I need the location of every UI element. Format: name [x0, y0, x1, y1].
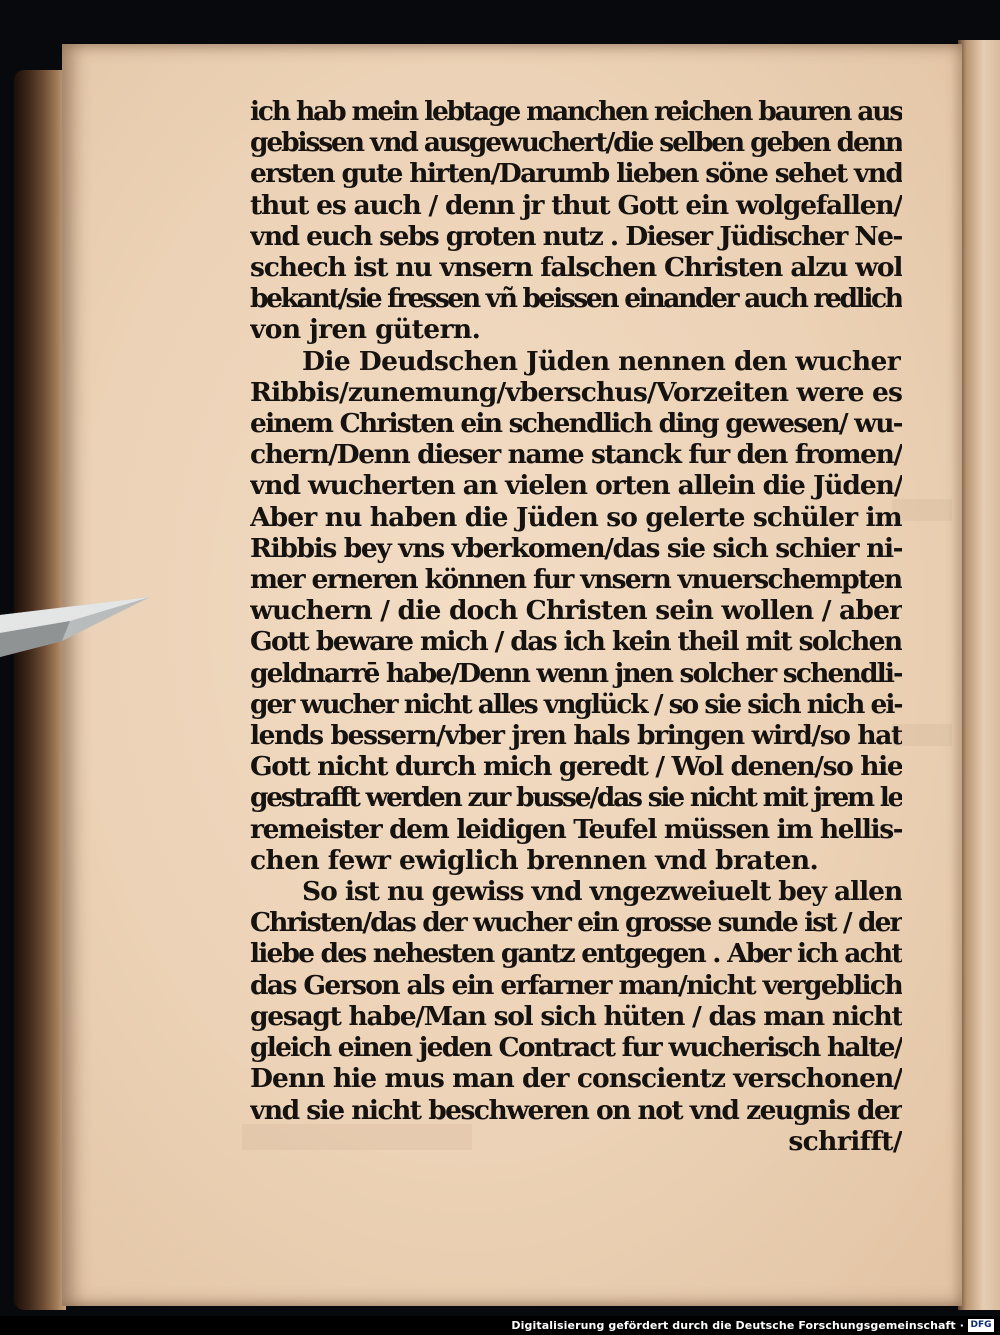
text-line: geldnarrē habe/Denn wenn jnen solcher schendli- [250, 657, 902, 689]
text-line: wuchern / die doch Christen sein wollen / aber [250, 595, 902, 627]
text-line: einem Christen ein schendlich ding gewesen/ wu- [250, 408, 902, 440]
page-text-block [250, 96, 902, 1157]
text-line: Ribbis/zunemung/vberschus/Vorzeiten were es [250, 376, 902, 408]
text-line: Denn hie mus man der conscientz verschonen/ [250, 1063, 902, 1095]
text-line: gestrafft werden zur busse/das sie nicht mit jrem le [250, 782, 902, 814]
text-line: So ist nu gewiss vnd vngezweiuelt bey allen [302, 876, 902, 908]
text-line: vnd sie nicht beschweren on not vnd zeugnis der [250, 1094, 902, 1126]
text-line: Gott nicht durch mich geredt / Wol denen/so hie [250, 751, 902, 783]
text-line: vnd wucherten an vielen orten allein die Jüden/ [250, 470, 902, 502]
text-line: vnd euch sebs groten nutz . Dieser Jüdischer Ne- [250, 220, 902, 252]
text-line: ger wucher nicht alles vnglück / so sie sich nich ei- [250, 688, 902, 720]
text-line: Die Deudschen Jüden nennen den wucher [302, 345, 901, 377]
bookmark-pointer-icon [0, 593, 150, 663]
text-line: schech ist nu vnsern falschen Christen alzu wol [250, 252, 902, 284]
text-line: gebissen vnd ausgewuchert/die selben geben denn [250, 127, 902, 159]
text-line: Ribbis bey vns vberkomen/das sie sich schier ni- [250, 532, 902, 564]
text-line: ersten gute hirten/Darumb lieben söne sehet vnd [250, 158, 902, 190]
text-line: chern/Denn dieser name stanck fur den fromen/ [250, 439, 902, 471]
text-line: bekant/sie fressen vñ beissen einander auch redlich [250, 283, 902, 315]
text-line: thut es auch / denn jr thut Gott ein wolgefallen/ [250, 189, 902, 221]
text-line: Aber nu haben die Jüden so gelerte schüler im [250, 501, 902, 533]
text-line: remeister dem leidigen Teufel müssen im hellis- [250, 813, 902, 845]
text-line: lends bessern/vber jren hals bringen wird/so hat [250, 720, 902, 752]
facing-page-edge [958, 40, 1000, 1310]
text-line: ich hab mein lebtage manchen reichen bauren aus [250, 96, 902, 127]
dfg-logo-icon: DFG [968, 1319, 994, 1332]
text-line: liebe des nehesten gantz entgegen . Aber ich acht [250, 938, 902, 970]
text-line: das Gerson als ein erfarner man/nicht vergeblich [250, 969, 902, 1001]
footer-credit: Digitalisierung gefördert durch die Deutsche Forschungsgemeinschaft · [511, 1319, 964, 1332]
text-line: von jren gütern. [250, 314, 481, 346]
text-line: mer erneren können fur vnsern vnuerschempten [250, 564, 902, 596]
text-line: gleich einen jeden Contract fur wucherisch halte/ [250, 1032, 902, 1064]
book-spine [14, 70, 66, 1310]
text-line: Gott beware mich / das ich kein theil mit solchen [250, 626, 902, 658]
catchword: schrifft/ [788, 1125, 902, 1157]
text-line: Christen/das der wucher ein grosse sunde ist / der [250, 907, 902, 939]
text-line: chen fewr ewiglich brennen vnd braten. [250, 844, 819, 876]
text-line: gesagt habe/Man sol sich hüten / das man nicht [250, 1000, 902, 1032]
